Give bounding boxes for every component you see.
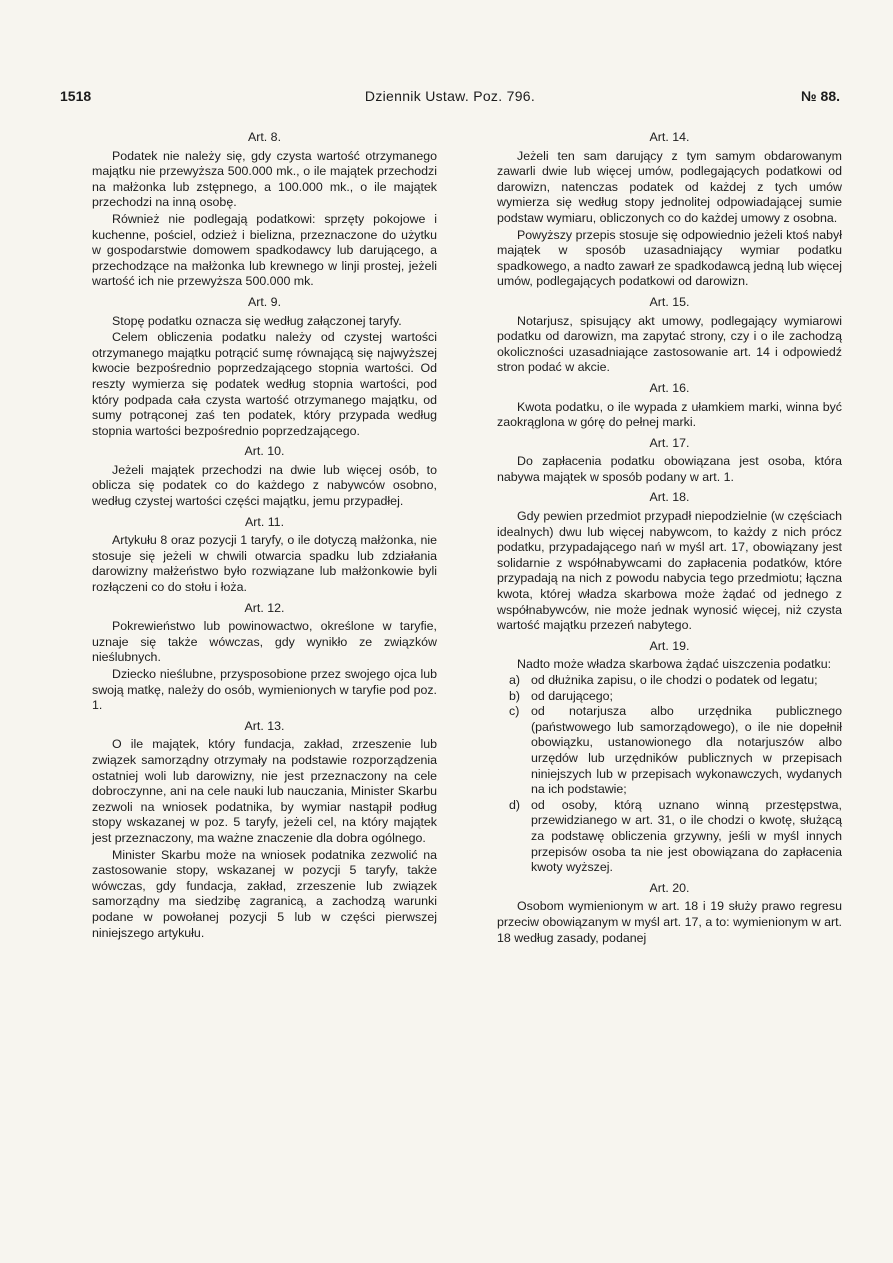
article-section bbox=[92, 130, 437, 290]
article-paragraph: Notarjusz, spisujący akt umowy, podlegający wymiarowi podatku od darowizn, ma zapytać strony, czy i o ile zachodzą okoliczności uzasadniające zastosowanie art. 14 i odpowiedź stron podać w akcie. bbox=[497, 313, 842, 375]
list-marker: a) bbox=[509, 673, 521, 687]
article-paragraph: Podatek nie należy się, gdy czysta wartość otrzymanego majątku nie przewyższa 500.000 mk., o ile majątek przechodzi na małżonka lub zstępnego, a 100.000 mk., o ile majątek przechodzi na inną osobę. bbox=[92, 148, 437, 210]
article-paragraph: Dziecko nieślubne, przysposobione przez swojego ojca lub swoją matkę, należy do osób, wymienionych w taryfie pod poz. 1. bbox=[92, 667, 437, 713]
article-paragraph: Pokrewieństwo lub powinowactwo, określone w taryfie, uznaje się także wówczas, gdy wynikło ze związków nieślubnych. bbox=[92, 619, 437, 665]
right-column bbox=[497, 125, 842, 946]
article-paragraph: Jeżeli majątek przechodzi na dwie lub więcej osób, to oblicza się podatek co do każdego z nabywców osobno, według czystej wartości części majątku, jemu przypadłej. bbox=[92, 462, 437, 509]
article-paragraph: Celem obliczenia podatku należy od czystej wartości otrzymanego majątku potrącić sumę równającą się najwyższej kwocie bezpośrednio poprzedzającego stopnia wartości. Od reszty wymierza się podatek według stopnia wartości, pod który podpada cała czysta wartość otrzymanego majątku, od sumy potrąconej zaś ten podatek, który przypada według stopnia wartości bezpośrednio poprzedzającego. bbox=[92, 330, 437, 438]
article-section bbox=[92, 601, 437, 714]
list-text: od notarjusza albo urzędnika publicznego (państwowego lub samorządowego), o ile nie dopełnił obowiązku, ustanowionego dla notarjuszów albo urzędów lub urzędników publicznych w przepisach niniejszych lub w przepisach wykonawczych, wydanych na ich podstawie; bbox=[531, 704, 842, 797]
article-paragraph: Stopę podatku oznacza się według załączonej taryfy. bbox=[112, 313, 402, 328]
left-column bbox=[92, 125, 437, 941]
article-paragraph: Jeżeli ten sam darujący z tym samym obdarowanym zawarli dwie lub więcej umów, podlegających podatkowi od darowizn, natenczas podatek od każdej z tych umów wymierza się według stopy jednolitej odpowiadającej sumie podstaw wymiaru, obliczonych co do każdej umowy z osobna. bbox=[497, 148, 842, 225]
list-text: od darującego; bbox=[531, 688, 613, 703]
article-section bbox=[92, 719, 437, 941]
page-header bbox=[60, 88, 840, 110]
article-heading: Art. 10. bbox=[244, 444, 285, 459]
article-paragraph: Powyższy przepis stosuje się odpowiednio jeżeli ktoś nabył majątek w sposób uzasadniający wymiar podatku spadkowego, a nadto zawarł ze spadkodawcą jedną lub więcej umów, podlegających podatkowi od darowizn. bbox=[497, 227, 842, 289]
article-section bbox=[497, 639, 842, 876]
list-item bbox=[497, 798, 842, 876]
article-paragraph: Minister Skarbu może na wniosek podatnika zezwolić na zastosowanie stopy, wskazanej w pozycji 5 taryfy, także wówczas, gdy fundacja, zakład, zrzeszenie lub związek samorządny ma siedzibę zagranicą, a zachodzą warunki podane w powołanej pozycji 5 lub w części pierwszej niniejszego artykułu. bbox=[92, 847, 437, 940]
article-section bbox=[497, 381, 842, 431]
article-heading: Art. 12. bbox=[244, 600, 285, 615]
article-section bbox=[497, 490, 842, 633]
journal-title: Dziennik Ustaw. Poz. 796. bbox=[364, 88, 536, 104]
article-paragraph: Artykułu 8 oraz pozycji 1 taryfy, o ile dotyczą małżonka, nie stosuje się jeżeli w chwili otwarcia spadku lub zdziałania darowizny małżeństwo było rozwiązane lub małżonkowie byli rozłączeni co do stołu i łoża. bbox=[92, 533, 437, 595]
list-marker: c) bbox=[509, 704, 520, 719]
enumerated-list bbox=[497, 673, 842, 876]
article-paragraph: O ile majątek, który fundacja, zakład, zrzeszenie lub związek samorządny otrzymały na podstawie rozporządzenia ostatniej woli lub darowizny, nie jest przeznaczony na cele dobroczynne, ani na cele nauki lub nauczania, Minister Skarbu zezwoli na wniosek podatnika, by wymiar nastąpił podług stopy wskazanej w poz. 5 taryfy, jeżeli cel, na który majątek jest przeznaczony, ma ważne znaczenie dla dobra ogólnego. bbox=[92, 737, 437, 845]
article-paragraph: Osobom wymienionym w art. 18 i 19 służy prawo regresu przeciw obowiązanym w myśl art. 17, a to: wymienionym w art. 18 według zasady, podanej bbox=[497, 899, 842, 945]
article-heading: Art. 18. bbox=[649, 490, 690, 505]
article-section bbox=[92, 295, 437, 439]
issue-number: № 88. bbox=[801, 88, 840, 104]
list-item bbox=[497, 689, 842, 705]
list-text: od osoby, którą uznano winną przestępstwa, przewidzianego w art. 31, o ile chodzi o kwotę, służącą za podstawę obliczenia grzywny, jeśli w myśl innych przepisów osoba ta nie jest obowiązana do zapłacenia kwoty wyższej. bbox=[531, 797, 842, 875]
article-heading: Art. 20. bbox=[649, 880, 690, 895]
article-heading: Art. 17. bbox=[649, 435, 690, 450]
article-section bbox=[497, 295, 842, 376]
article-heading: Art. 11. bbox=[244, 514, 285, 529]
article-heading: Art. 16. bbox=[649, 380, 690, 395]
article-section bbox=[497, 130, 842, 290]
article-paragraph: Gdy pewien przedmiot przypadł niepodzielnie (w częściach idealnych) dwu lub więcej nabywcom, to każdy z nich prócz podatku, przypadającego nań w myśl art. 17, obowiązany jest solidarnie z współnabywcami do zapłacenia podatków, które przypadają na nich z powodu nabycia tego przedmiotu; łączna kwota, której władza skarbowa może żądać od jednego z współnabywców, nie może jednak wynosić więcej, niż czysta wartość majątku przezeń nabytego. bbox=[497, 509, 842, 633]
article-section bbox=[92, 515, 437, 596]
article-section bbox=[497, 881, 842, 946]
article-heading: Art. 19. bbox=[649, 638, 690, 653]
list-marker: d) bbox=[509, 797, 521, 812]
list-item bbox=[497, 673, 842, 689]
article-heading: Art. 13. bbox=[244, 718, 285, 733]
article-heading: Art. 9. bbox=[247, 294, 282, 309]
list-marker: b) bbox=[509, 688, 521, 703]
article-section bbox=[497, 436, 842, 486]
article-paragraph: Kwota podatku, o ile wypada z ułamkiem marki, winna być zaokrąglona w górę do pełnej marki. bbox=[497, 399, 842, 430]
list-item bbox=[497, 704, 842, 798]
article-paragraph: Nadto może władza skarbowa żądać uiszczenia podatku: bbox=[517, 657, 832, 672]
list-text: od dłużnika zapisu, o ile chodzi o podatek od legatu; bbox=[531, 673, 818, 687]
article-paragraph: Również nie podlegają podatkowi: sprzęty pokojowe i kuchenne, pościel, odzież i bielizna, przeznaczone do użytku w gospodarstwie domowem spadkodawcy lub darującego, a przechodzące na małżonka lub krewnego w linji prostej, jeżeli wartość ich nie przewyższa 500.000 mk. bbox=[92, 211, 437, 289]
article-paragraph: Do zapłacenia podatku obowiązana jest osoba, która nabywa majątek w sposób podany w art. 1. bbox=[497, 454, 842, 484]
article-section bbox=[92, 444, 437, 509]
article-heading: Art. 14. bbox=[649, 130, 690, 144]
page-number: 1518 bbox=[60, 88, 92, 104]
article-heading: Art. 15. bbox=[649, 294, 690, 309]
article-heading: Art. 8. bbox=[247, 130, 282, 144]
